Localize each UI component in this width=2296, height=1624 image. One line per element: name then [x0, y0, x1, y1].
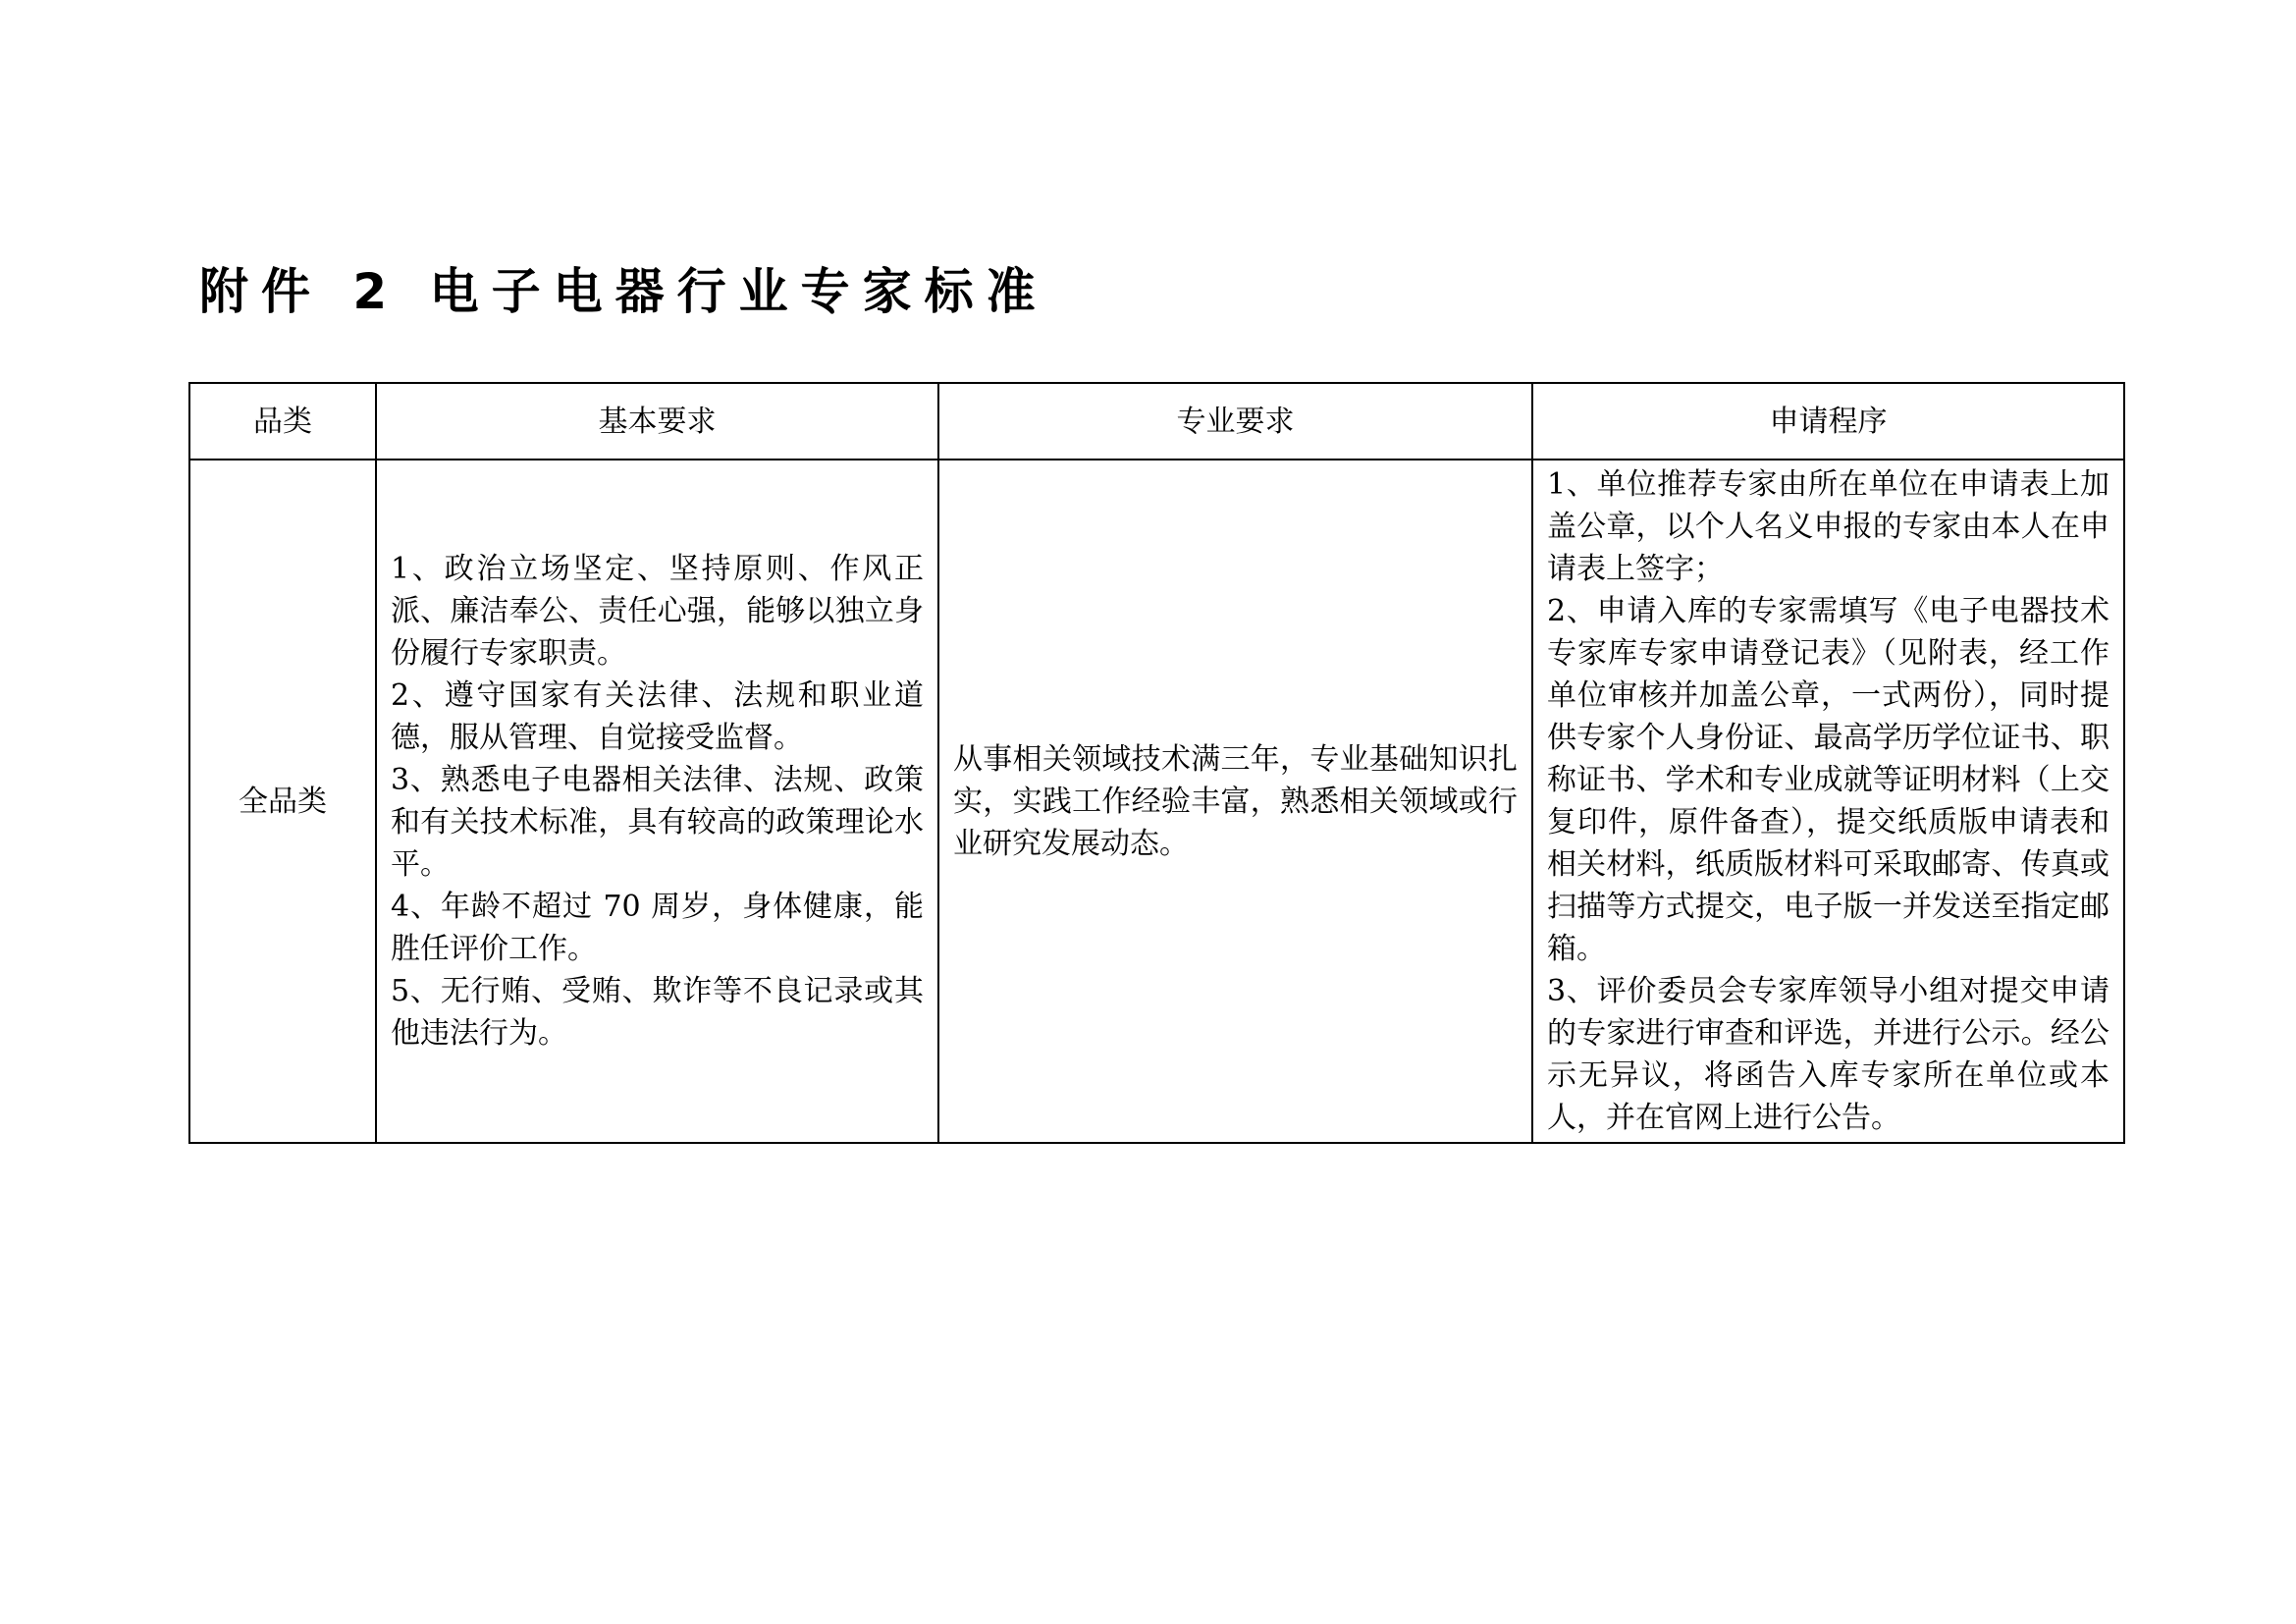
- basic-requirement-item: 3、熟悉电子电器相关法律、法规、政策和有关技术标准，具有较高的政策理论水平。: [391, 763, 924, 882]
- table-row: [189, 460, 2124, 1143]
- basic-requirement-item: 5、无行贿、受贿、欺诈等不良记录或其他违法行为。: [391, 974, 924, 1051]
- application-procedure-cell: [1532, 460, 2124, 1143]
- header-category: 品类: [189, 383, 376, 460]
- table-header-row: [189, 383, 2124, 460]
- procedure-step: 3、评价委员会专家库领导小组对提交申请的专家进行审查和评选，并进行公示。经公示无异议，将函告入库专家所在单位或本人，并在官网上进行公告。: [1547, 974, 2109, 1135]
- header-application-procedure: 申请程序: [1532, 383, 2124, 460]
- procedure-step: 2、申请入库的专家需填写《电子电器技术专家库专家申请登记表》（见附表，经工作单位审核并加盖公章，一式两份），同时提供专家个人身份证、最高学历学位证书、职称证书、学术和专业成就等证明材料（上交复印件，原件备查），提交纸质版申请表和相关材料，纸质版材料可采取邮寄、传真或扫描等方式提交，电子版一并发送至指定邮箱。: [1547, 594, 2109, 966]
- header-basic-requirements: 基本要求: [376, 383, 938, 460]
- header-professional-requirements: 专业要求: [938, 383, 1532, 460]
- professional-requirements-cell: [938, 460, 1532, 1143]
- basic-requirement-item: 4、年龄不超过 70 周岁，身体健康，能胜任评价工作。: [391, 890, 924, 966]
- basic-requirements-cell: [376, 460, 938, 1143]
- expert-standards-table: [188, 382, 2125, 1144]
- document-title: 附件 2 电子电器行业专家标准: [199, 263, 1048, 320]
- procedure-step: 1、单位推荐专家由所在单位在申请表上加盖公章，以个人名义申报的专家由本人在申请表上签字；: [1547, 467, 2109, 586]
- category-cell: 全品类: [189, 460, 376, 1143]
- professional-requirement-text: 从事相关领域技术满三年，专业基础知识扎实，实践工作经验丰富，熟悉相关领域或行业研究发展动态。: [953, 741, 1518, 861]
- basic-requirement-item: 1、政治立场坚定、坚持原则、作风正派、廉洁奉公、责任心强，能够以独立身份履行专家职责。: [391, 552, 924, 671]
- basic-requirement-item: 2、遵守国家有关法律、法规和职业道德，服从管理、自觉接受监督。: [391, 678, 924, 755]
